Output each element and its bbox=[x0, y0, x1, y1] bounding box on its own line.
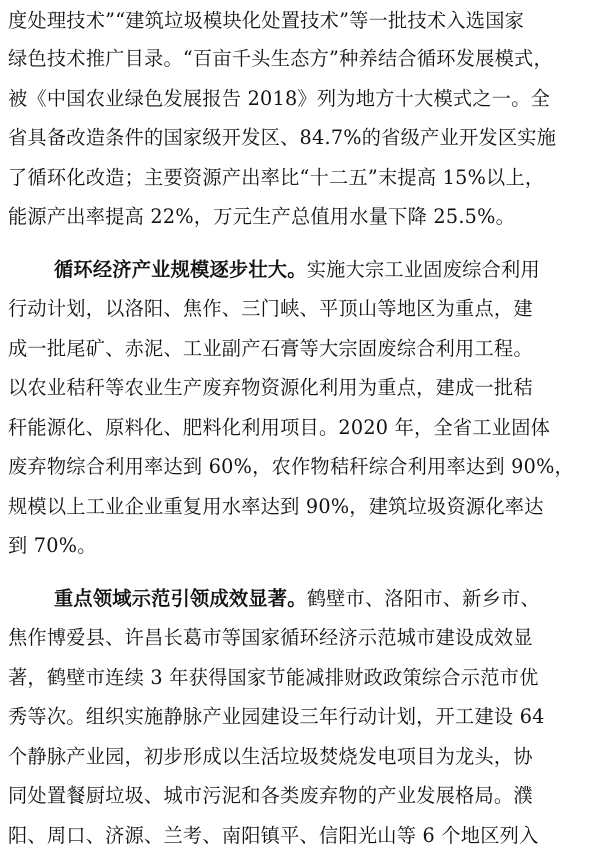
text-line: 度处理技术”“建筑垃圾模块化处置技术”等一批技术入选国家 bbox=[8, 9, 525, 32]
text-line: 成一批尾矿、赤泥、工业副产石膏等大宗固废综合利用工程。 bbox=[8, 337, 533, 360]
text-line: 个静脉产业园，初步形成以生活垃圾焚烧发电项目为龙头，协 bbox=[8, 745, 533, 768]
text-line: 秀等次。组织实施静脉产业园建设三年行动计划，开工建设 64 bbox=[8, 705, 545, 728]
paragraph-first-line bbox=[54, 255, 540, 285]
text-line: 废弃物综合利用率达到 60%，农作物秸秆综合利用率达到 90%， bbox=[8, 455, 574, 478]
text-line: 绿色技术推广目录。“百亩千头生态方”种养结合循环发展模式， bbox=[8, 47, 553, 70]
paragraph-lead-heading: 循环经济产业规模逐步壮大。 bbox=[54, 258, 307, 281]
paragraph-first-line bbox=[54, 584, 540, 614]
text-line: 秆能源化、原料化、肥料化利用项目。2020 年，全省工业固体 bbox=[8, 416, 551, 439]
text-line: 能源产出率提高 22%，万元生产总值用水量下降 25.5%。 bbox=[8, 205, 516, 228]
text-line: 被《中国农业绿色发展报告 2018》列为地方十大模式之一。全 bbox=[8, 87, 551, 110]
text-line: 了循环化改造；主要资源产出率比“十二五”末提高 15%以上， bbox=[8, 166, 545, 189]
text-fragment: 鹤壁市、洛阳市、新乡市、 bbox=[306, 587, 540, 610]
paragraph-lead-heading: 重点领域示范引领成效显著。 bbox=[54, 587, 307, 610]
text-line: 省具备改造条件的国家级开发区、84.7%的省级产业开发区实施 bbox=[8, 126, 557, 149]
text-line: 著，鹤壁市连续 3 年获得国家节能减排财政政策综合示范市优 bbox=[8, 666, 539, 689]
text-line: 到 70%。 bbox=[8, 534, 97, 557]
text-line: 同处置餐厨垃圾、城市污泥和各类废弃物的产业发展格局。濮 bbox=[8, 784, 533, 807]
text-line: 阳、周口、济源、兰考、南阳镇平、信阳光山等 6 个地区列入 bbox=[8, 824, 539, 847]
text-fragment: 实施大宗工业固废综合利用 bbox=[306, 258, 540, 281]
text-line: 焦作博爱县、许昌长葛市等国家循环经济示范城市建设成效显 bbox=[8, 626, 533, 649]
text-line: 以农业秸秆等农业生产废弃物资源化利用为重点，建成一批秸 bbox=[8, 376, 533, 399]
text-line: 行动计划，以洛阳、焦作、三门峡、平顶山等地区为重点，建 bbox=[8, 297, 533, 320]
text-line: 规模以上工业企业重复用水率达到 90%，建筑垃圾资源化率达 bbox=[8, 495, 544, 518]
